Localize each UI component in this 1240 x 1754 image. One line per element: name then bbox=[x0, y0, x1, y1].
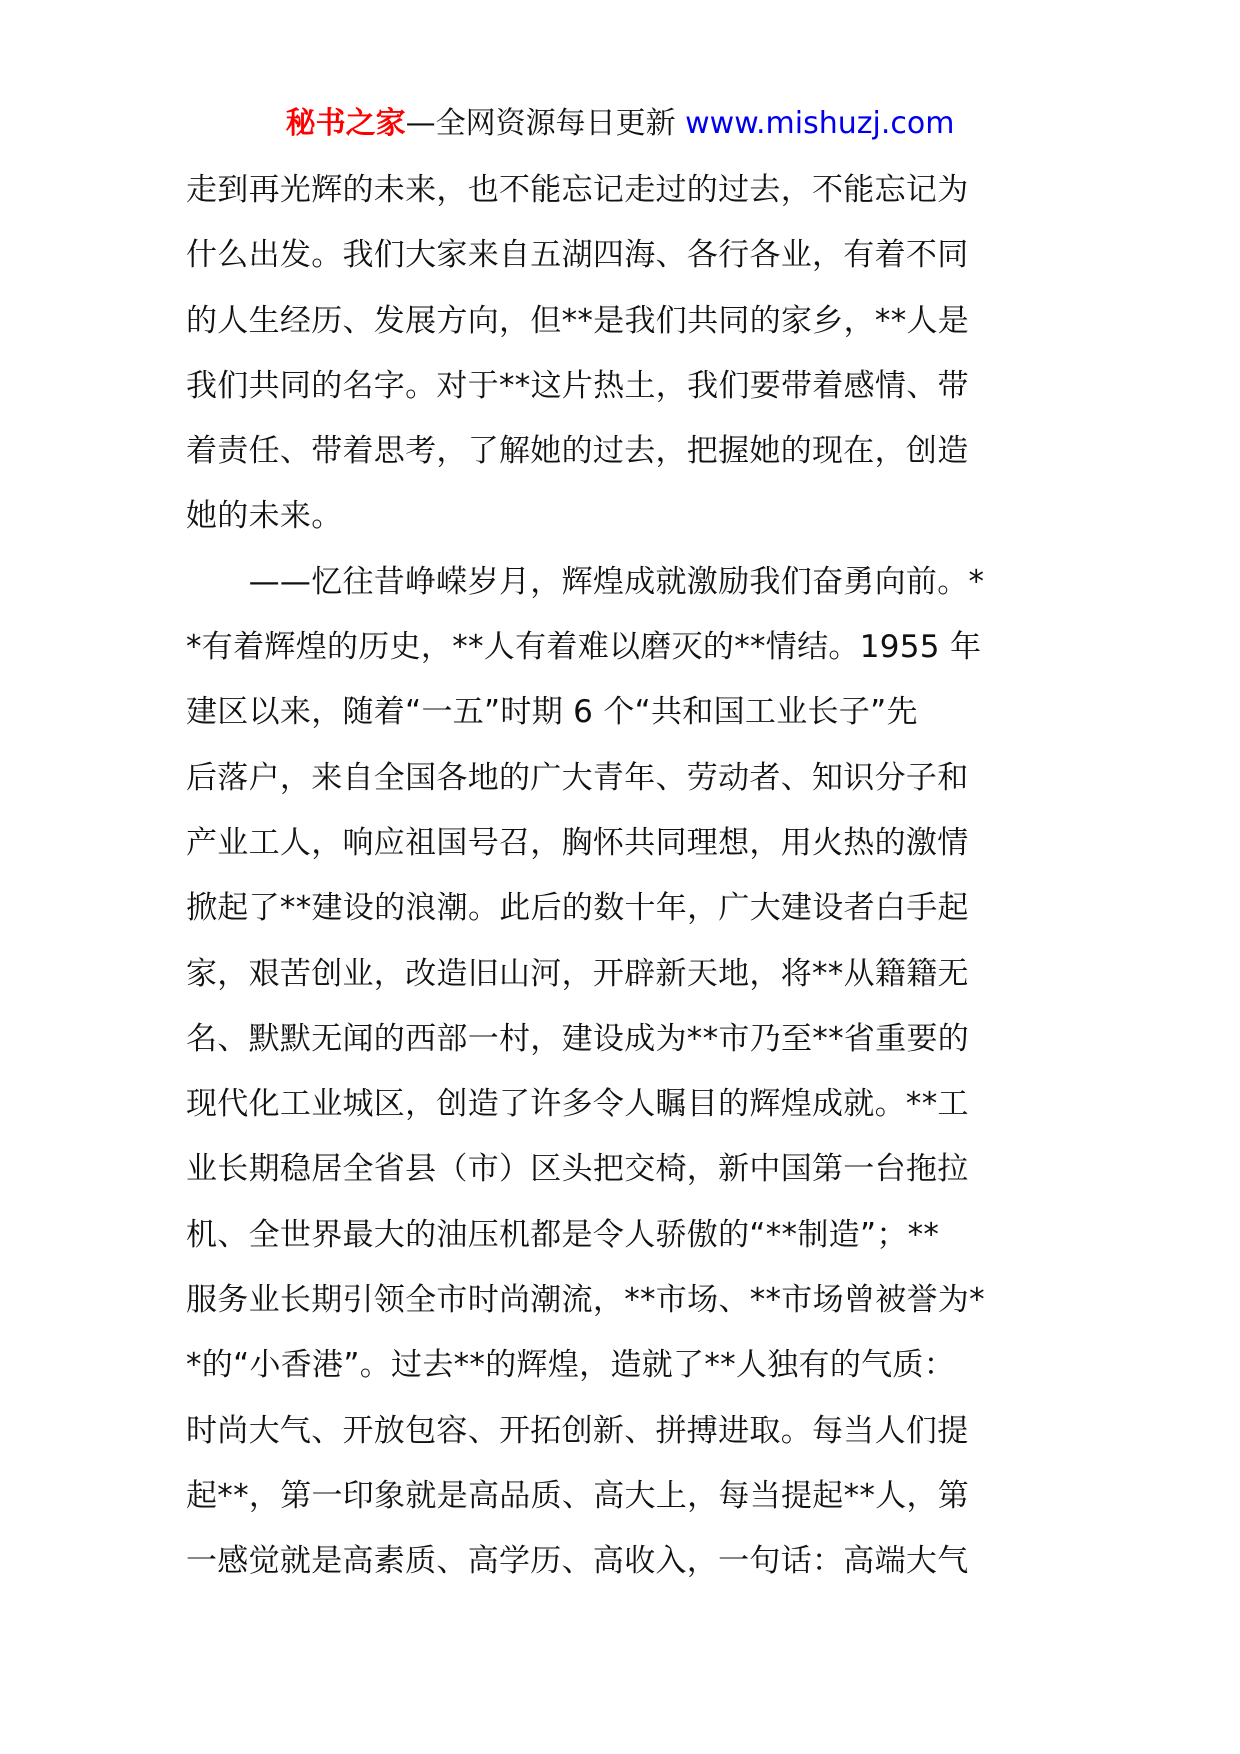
text-line: 建区以来，随着“一五”时期 6 个“共和国工业长子”先 bbox=[186, 694, 918, 731]
text-line: 起**，第一印象就是高品质、高大上，每当提起**人，第 bbox=[186, 1477, 970, 1514]
text-line: 业长期稳居全省县（市）区头把交椅，新中国第一台拖拉 bbox=[186, 1151, 969, 1188]
text-line: 她的未来。 bbox=[186, 498, 343, 535]
text-line: 时尚大气、开放包容、开拓创新、拼搏进取。每当人们提 bbox=[186, 1412, 969, 1449]
text-line: 什么出发。我们大家来自五湖四海、各行各业，有着不同 bbox=[186, 237, 969, 274]
text-line: *有着辉煌的历史，**人有着难以磨灭的**情结。1955 年 bbox=[186, 629, 982, 666]
text-line: 走到再光辉的未来，也不能忘记走过的过去，不能忘记为 bbox=[186, 172, 969, 208]
text-line: 的人生经历、发展方向，但**是我们共同的家乡，**人是 bbox=[186, 302, 970, 339]
text-line: 着责任、带着思考，了解她的过去，把握她的现在，创造 bbox=[186, 433, 969, 470]
text-line: 后落户，来自全国各地的广大青年、劳动者、知识分子和 bbox=[186, 759, 969, 796]
text-line: 现代化工业城区，创造了许多令人瞩目的辉煌成就。**工 bbox=[186, 1086, 969, 1123]
site-slogan: —全网资源每日更新 bbox=[405, 106, 686, 141]
text-line: 掀起了**建设的浪潮。此后的数十年，广大建设者白手起 bbox=[186, 890, 969, 927]
text-line: 机、全世界最大的油压机都是令人骄傲的“**制造”；** bbox=[186, 1216, 940, 1253]
site-url-link[interactable]: www.mishuzj.com bbox=[685, 106, 955, 141]
text-line: 名、默默无闻的西部一村，建设成为**市乃至**省重要的 bbox=[186, 1020, 970, 1057]
site-brand: 秘书之家 bbox=[285, 106, 406, 141]
text-line: 一感觉就是高素质、高学历、高收入，一句话：高端大气 bbox=[186, 1543, 969, 1580]
text-line: 产业工人，响应祖国号召，胸怀共同理想，用火热的激情 bbox=[186, 824, 969, 861]
text-line: 家，艰苦创业，改造旧山河，开辟新天地，将**从籍籍无 bbox=[186, 955, 969, 992]
text-line: ——忆往昔峥嵘岁月，辉煌成就激励我们奋勇向前。* bbox=[186, 563, 985, 600]
text-line: *的“小香港”。过去**的辉煌，造就了**人独有的气质： bbox=[186, 1347, 956, 1384]
document-body bbox=[186, 158, 1056, 1595]
text-line: 我们共同的名字。对于**这片热土，我们要带着感情、带 bbox=[186, 367, 969, 404]
site-header bbox=[0, 102, 1240, 146]
text-line: 服务业长期引领全市时尚潮流，**市场、**市场曾被誉为* bbox=[186, 1282, 985, 1319]
